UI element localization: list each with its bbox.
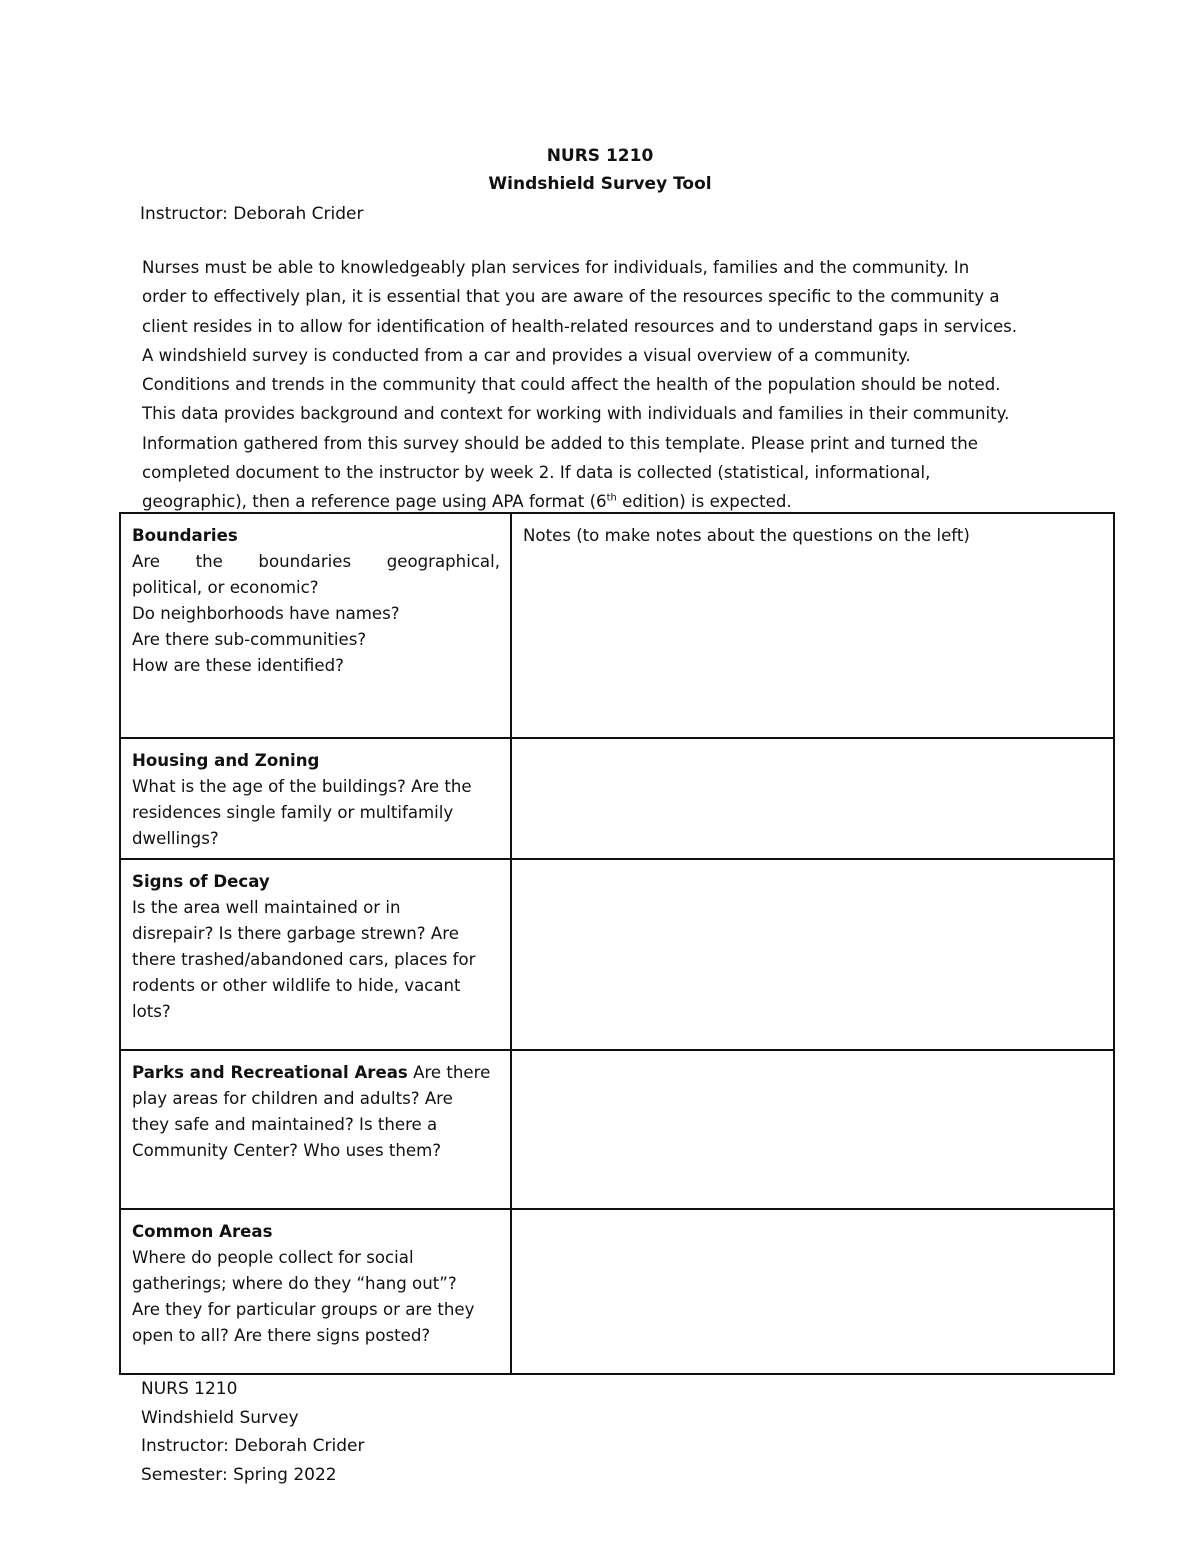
course-code: NURS 1210: [546, 146, 654, 166]
question-line: Community Center? Who uses them?: [132, 1141, 442, 1160]
footer-title: Windshield Survey: [141, 1407, 299, 1428]
question-cell-decay: [120, 859, 511, 1050]
question-line: there trashed/abandoned cars, places for: [132, 950, 476, 969]
intro-line: order to effectively plan, it is essential that you are aware of the resources specific to the community a: [142, 287, 1000, 307]
notes-cell-boundaries[interactable]: [511, 513, 1114, 738]
question-line: What is the age of the buildings? Are the: [132, 777, 472, 796]
intro-line: Conditions and trends in the community that could affect the health of the population should be noted.: [142, 375, 1001, 395]
question-line: Are there sub-communities?: [132, 630, 367, 649]
document-title: Windshield Survey Tool: [488, 174, 712, 194]
intro-last-end: edition) is expected.: [616, 492, 792, 512]
intro-line: completed document to the instructor by week 2. If data is collected (statistical, informational,: [142, 463, 931, 483]
intro-line: client resides in to allow for identification of health-related resources and to understand gaps in services.: [142, 316, 1018, 336]
intro-line: Nurses must be able to knowledgeably plan services for individuals, families and the community. In: [142, 258, 970, 277]
question-line: play areas for children and adults? Are: [132, 1089, 453, 1108]
category-line: [132, 1060, 500, 1086]
question-line: political, or economic?: [132, 578, 319, 597]
question-line: lots?: [132, 1002, 171, 1021]
table-row: [120, 859, 1114, 1050]
notes-cell-housing[interactable]: [511, 738, 1114, 859]
notes-header: Notes (to make notes about the questions on the left): [523, 526, 970, 545]
question-cell-parks: [120, 1050, 511, 1209]
question-line: Are they for particular groups or are they: [132, 1300, 475, 1319]
edition-superscript: th: [606, 492, 617, 504]
table-row: [120, 1209, 1114, 1374]
category-label: Parks and Recreational Areas: [132, 1063, 408, 1082]
footer-block: [141, 1375, 364, 1489]
question-line: Are the boundaries geographical,: [132, 552, 500, 571]
notes-cell-common-areas[interactable]: [511, 1209, 1114, 1374]
footer-semester: Semester: Spring 2022: [141, 1464, 337, 1485]
footer-instructor: Instructor: Deborah Crider: [141, 1436, 365, 1456]
intro-line: Information gathered from this survey should be added to this template. Please print and turned the: [142, 433, 978, 453]
question-line: rodents or other wildlife to hide, vacant: [132, 976, 461, 995]
intro-line: This data provides background and context for working with individuals and families in their community.: [142, 404, 1010, 424]
question-line: Is the area well maintained or in: [132, 898, 401, 917]
question-line: Do neighborhoods have names?: [132, 604, 400, 623]
question-cell-boundaries: [120, 513, 511, 738]
category-label: Housing and Zoning: [132, 751, 320, 770]
intro-last-start: geographic), then a reference page using APA format (6: [142, 492, 607, 512]
instructor-line: Instructor: Deborah Crider: [140, 204, 364, 224]
intro-paragraph: [142, 253, 1092, 517]
question-line: open to all? Are there signs posted?: [132, 1326, 431, 1345]
table-row: [120, 738, 1114, 859]
question-cell-common-areas: [120, 1209, 511, 1374]
survey-table: [119, 512, 1115, 1375]
question-line: dwellings?: [132, 829, 219, 848]
category-tail: Are there: [407, 1063, 491, 1082]
question-line: disrepair? Is there garbage strewn? Are: [132, 924, 459, 943]
footer-course: NURS 1210: [141, 1379, 238, 1399]
category-label: Common Areas: [132, 1222, 273, 1241]
question-line: Where do people collect for social: [132, 1248, 414, 1267]
question-line: residences single family or multifamily: [132, 803, 454, 822]
question-line: gatherings; where do they “hang out”?: [132, 1274, 457, 1293]
question-cell-housing: [120, 738, 511, 859]
category-label: Signs of Decay: [132, 872, 270, 891]
question-line: they safe and maintained? Is there a: [132, 1115, 438, 1134]
intro-line: A windshield survey is conducted from a car and provides a visual overview of a community.: [142, 345, 911, 365]
question-line: How are these identified?: [132, 656, 344, 675]
notes-cell-decay[interactable]: [511, 859, 1114, 1050]
table-row: [120, 1050, 1114, 1209]
notes-cell-parks[interactable]: [511, 1050, 1114, 1209]
table-row: [120, 513, 1114, 738]
category-label: Boundaries: [132, 526, 238, 545]
